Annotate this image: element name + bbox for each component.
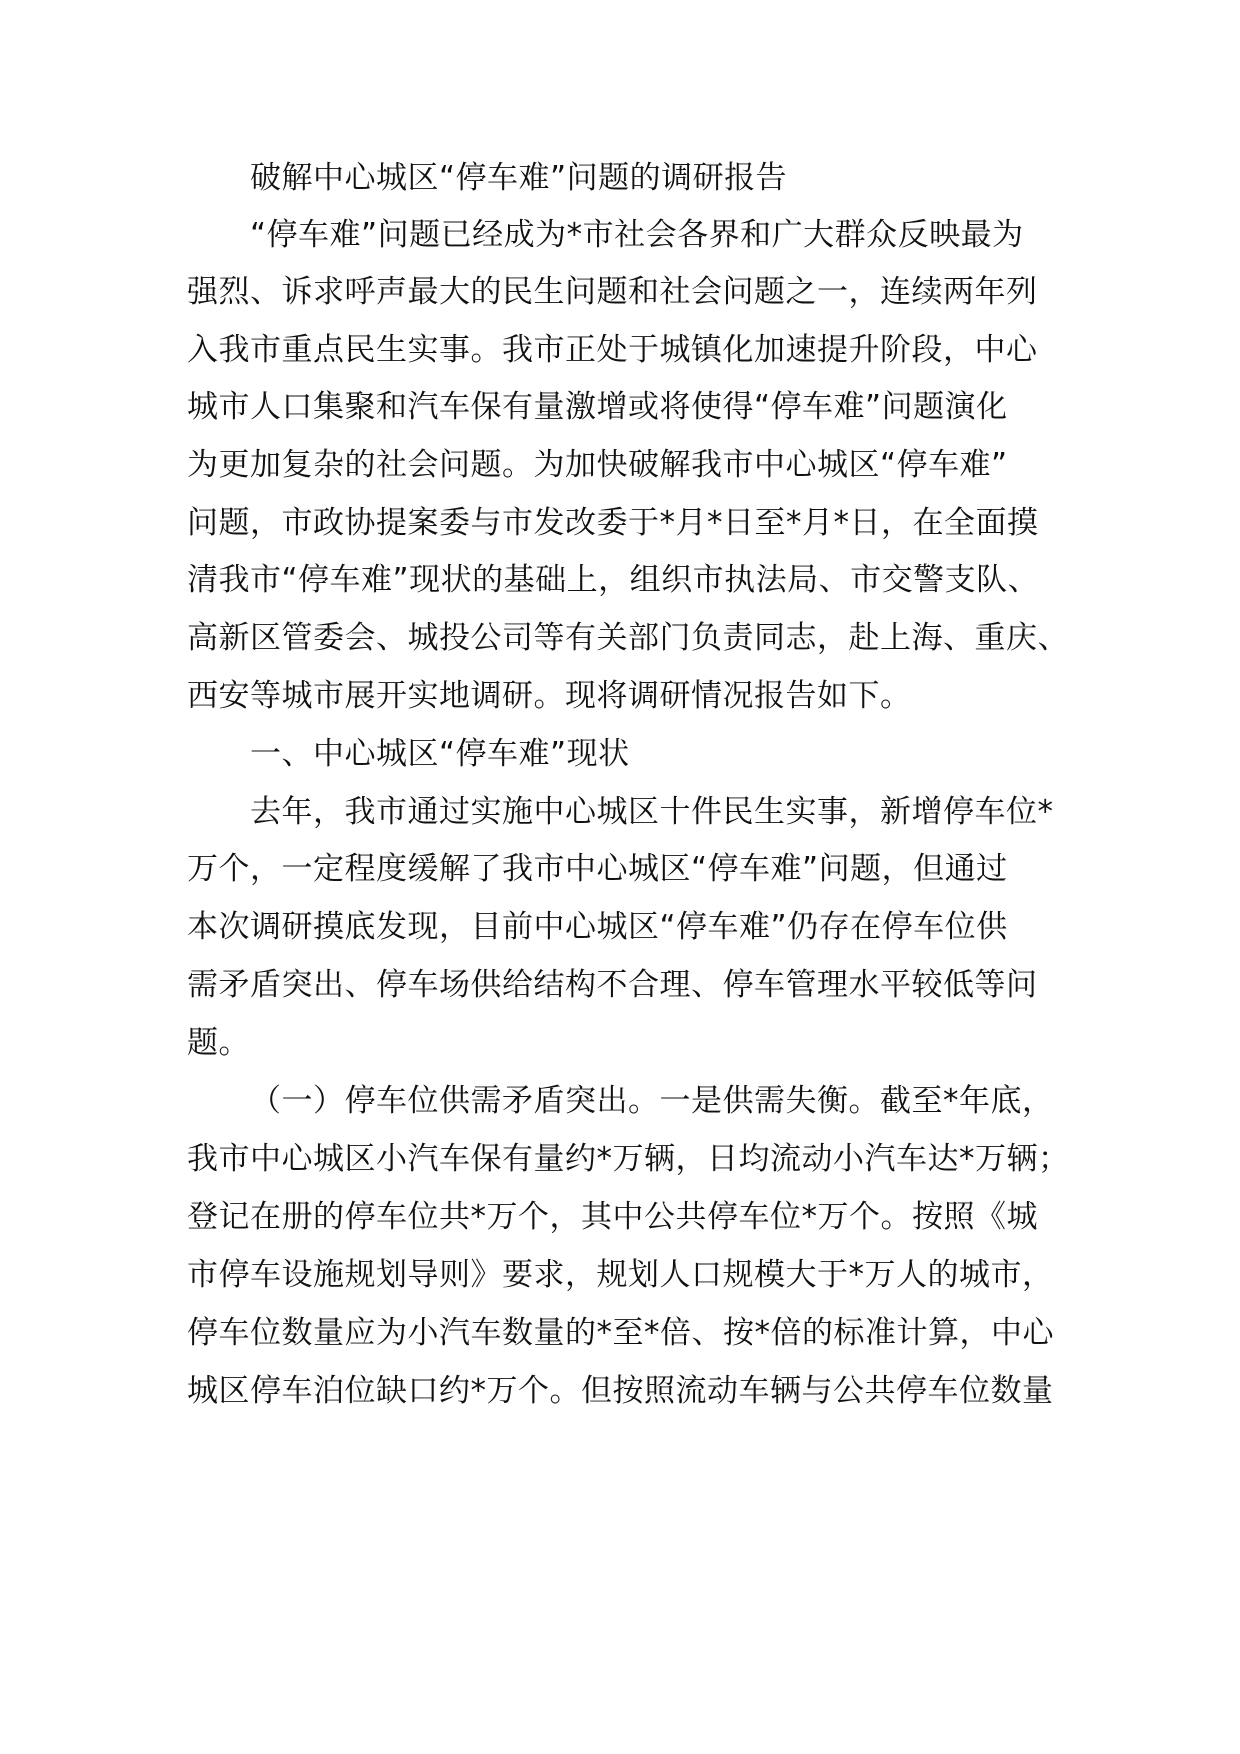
paragraph-line: 城市人口集聚和汽车保有量激增或将使得“停车难”问题演化	[187, 389, 1008, 425]
paragraph-line: 问题，市政协提案委与市发改委于*月*日至*月*日，在全面摸	[187, 505, 1039, 541]
section-heading: 一、中心城区“停车难”现状	[250, 736, 630, 772]
paragraph-line: 城区停车泊位缺口约*万个。但按照流动车辆与公共停车位数量	[187, 1373, 1054, 1409]
paragraph-line: （一）停车位供需矛盾突出。一是供需失衡。截至*年底，	[250, 1083, 1054, 1119]
document-title: 破解中心城区“停车难”问题的调研报告	[250, 160, 788, 196]
paragraph-line: 西安等城市展开实地调研。现将调研情况报告如下。	[187, 678, 912, 714]
paragraph-line: 高新区管委会、城投公司等有关部门负责同志，赴上海、重庆、	[187, 620, 1069, 656]
paragraph-line: 万个，一定程度缓解了我市中心城区“停车难”问题，但通过	[187, 851, 1008, 887]
paragraph-line: 去年，我市通过实施中心城区十件民生实事，新增停车位*	[250, 794, 1054, 830]
paragraph-line: 登记在册的停车位共*万个，其中公共停车位*万个。按照《城	[187, 1199, 1038, 1235]
paragraph-line: 清我市“停车难”现状的基础上，组织市执法局、市交警支队、	[187, 562, 1040, 598]
paragraph-line: 为更加复杂的社会问题。为加快破解我市中心城区“停车难”	[187, 447, 1008, 483]
paragraph-line: “停车难”问题已经成为*市社会各界和广大群众反映最为	[250, 217, 1024, 253]
paragraph-line: 本次调研摸底发现，目前中心城区“停车难”仍存在停车位供	[187, 909, 1008, 945]
paragraph-line: 入我市重点民生实事。我市正处于城镇化加速提升阶段，中心	[187, 332, 1038, 368]
paragraph-line: 强烈、诉求呼声最大的民生问题和社会问题之一，连续两年列	[187, 274, 1038, 310]
paragraph-line: 市停车设施规划导则》要求，规划人口规模大于*万人的城市，	[187, 1257, 1054, 1293]
paragraph-line: 题。	[187, 1025, 250, 1061]
paragraph-line: 我市中心城区小汽车保有量约*万辆，日均流动小汽车达*万辆；	[187, 1141, 1070, 1177]
paragraph-line: 停车位数量应为小汽车数量的*至*倍、按*倍的标准计算，中心	[187, 1315, 1054, 1351]
paragraph-line: 需矛盾突出、停车场供给结构不合理、停车管理水平较低等问	[187, 967, 1038, 1003]
